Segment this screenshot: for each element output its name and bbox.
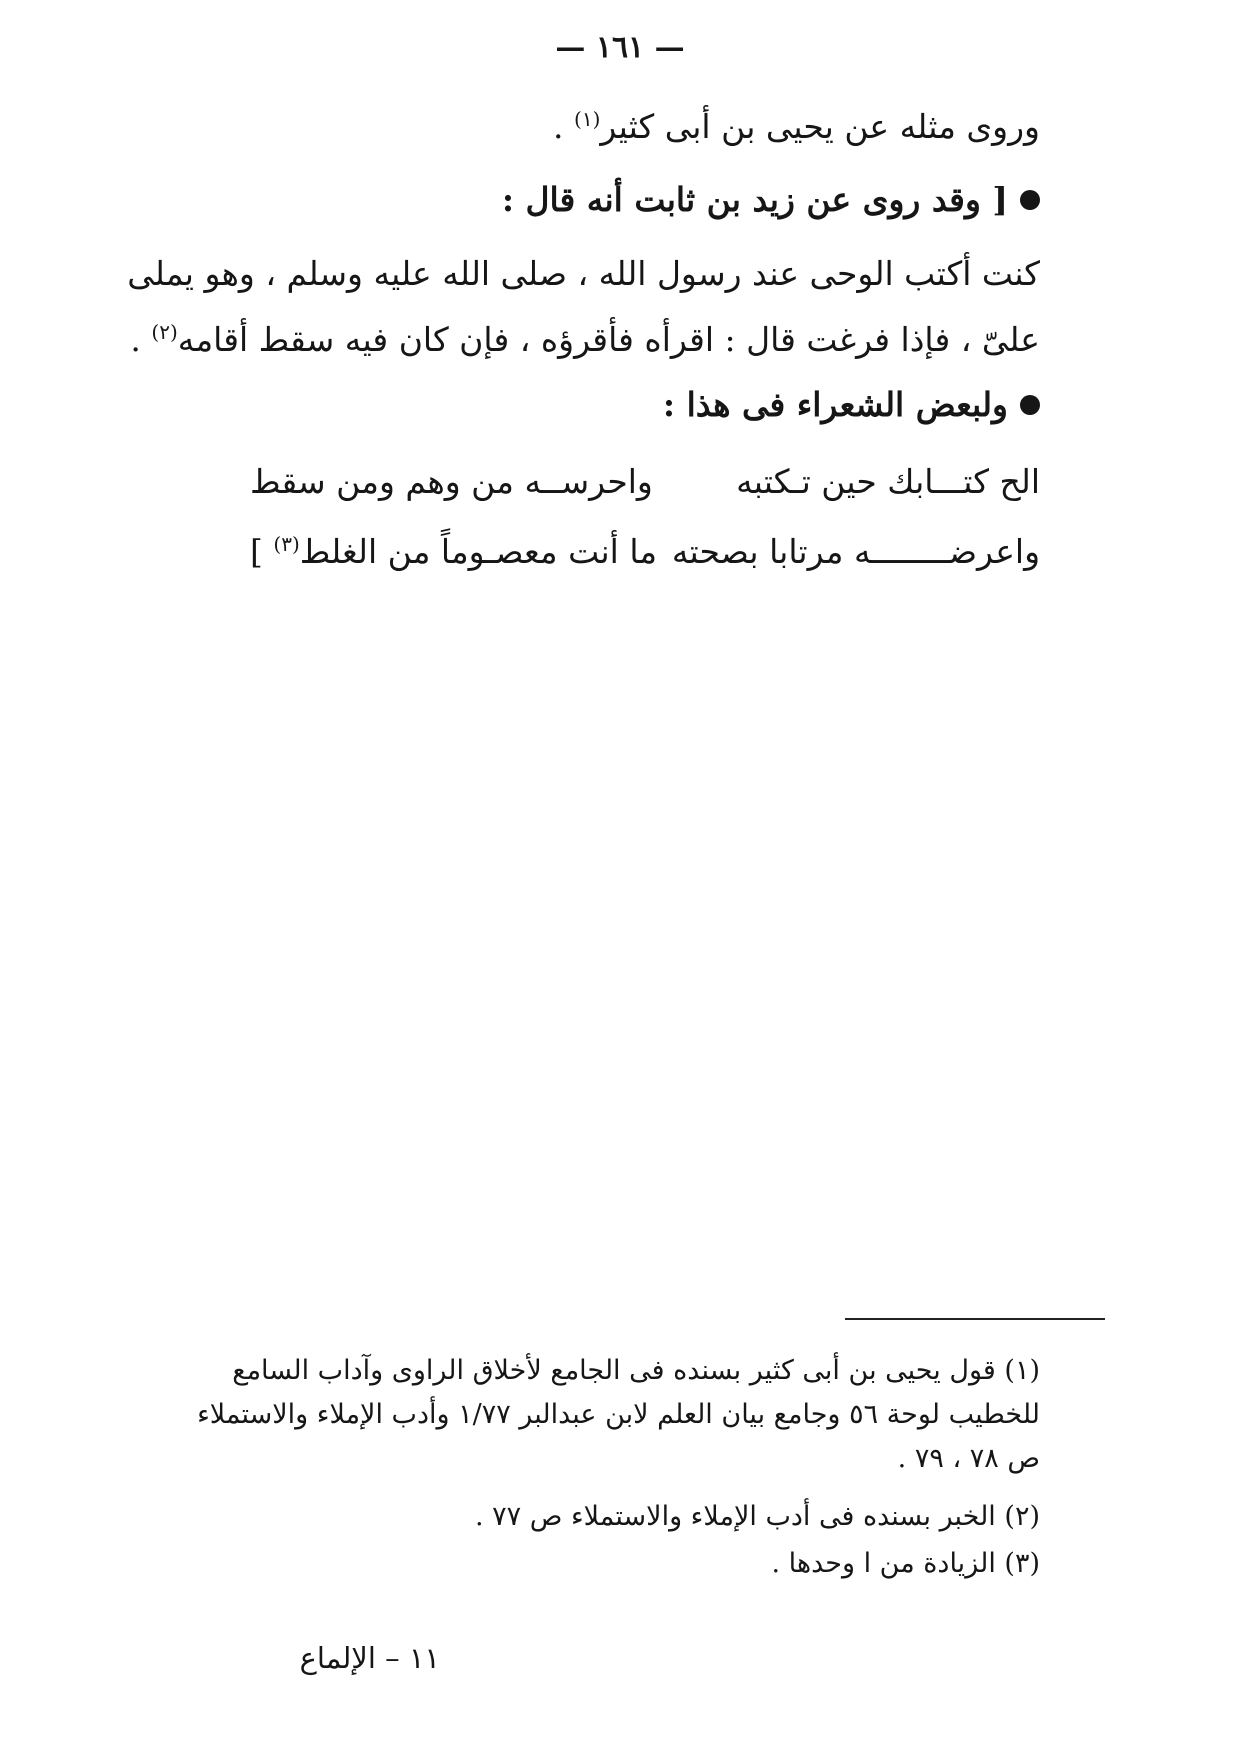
footnote-1-line-2: للخطيب لوحة ٥٦ وجامع بيان العلم لابن عبدالبر ١/٧٧ وأدب الإملاء والاستملاء: [197, 1399, 1040, 1430]
body-line-2-text: [ وقد روى عن زيد بن ثابت أنه قال :: [501, 180, 1008, 219]
verse-2-first-hemistich: واعرضــــــــه مرتابا بصحته: [671, 532, 1040, 571]
footnote-3: (٣) الزيادة من ا وحدها .: [771, 1548, 1040, 1579]
verse-2: [250, 528, 1040, 576]
verse-1-second-hemistich: واحرســه من وهم ومن سقط: [250, 462, 653, 501]
footnote-2: (٢) الخبر بسنده فى أدب الإملاء والاستملاء ص ٧٧ .: [474, 1501, 1040, 1532]
verse-2-second-hemistich: [250, 528, 657, 576]
footnote-ref-1: (١): [574, 107, 601, 131]
footnote-1-line-3: ص ٧٨ ، ٧٩ .: [897, 1443, 1040, 1474]
body-line-3: كنت أكتب الوحى عند رسول الله ، صلى الله عليه وسلم ، وهو يملى: [127, 254, 1040, 293]
body-line-1: [553, 105, 1040, 149]
footnote-ref-2: (٢): [151, 320, 178, 344]
verse-1-first-hemistich: الح كتـــابك حين تـكتبه: [736, 462, 1040, 501]
verse-2-second-text: ما أنت معصـوماً من الغلط: [299, 532, 658, 571]
verse-2-end: ]: [250, 532, 274, 571]
body-line-5-text: ولبعض الشعراء فى هذا :: [662, 385, 1008, 424]
footnote-1-line-1: (١) قول يحيى بن أبى كثير بسنده فى الجامع لأخلاق الراوى وآداب السامع: [232, 1355, 1040, 1386]
footnote-separator: [845, 1318, 1105, 1320]
body-line-4-end: .: [130, 320, 152, 359]
signature-mark: ١١ – الإلماع: [299, 1641, 440, 1675]
bullet-icon: [1020, 190, 1040, 210]
footnote-ref-3: (٣): [273, 532, 300, 556]
body-line-1-end: .: [553, 107, 575, 146]
body-line-1-text: وروى مثله عن يحيى بن أبى كثير: [600, 107, 1040, 146]
body-line-5: [663, 383, 1040, 427]
body-line-2: [502, 178, 1040, 222]
verse-1: [250, 458, 1040, 506]
page-number: — ١٦١ —: [555, 30, 685, 65]
bullet-icon: [1020, 395, 1040, 415]
body-line-4: [130, 318, 1040, 362]
body-line-4-text: علىّ ، فإذا فرغت قال : اقرأه فأقرؤه ، فإن كان فيه سقط أقامه: [177, 320, 1040, 359]
